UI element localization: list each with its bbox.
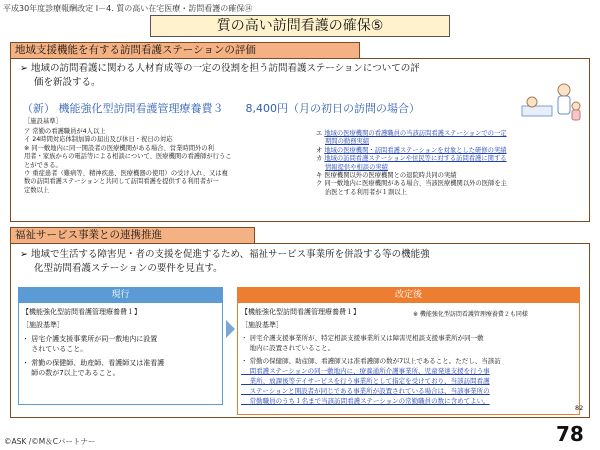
criteria-right-item bbox=[316, 138, 507, 146]
item-label: ク bbox=[316, 180, 325, 188]
criteria-right-item bbox=[316, 189, 507, 197]
current-criteria-line: ・ 居宅介護支援事業所が同一敷地内に設置 bbox=[22, 335, 158, 343]
revised-criteria-line: 地内に設置されていること。 bbox=[241, 344, 335, 352]
new-fee-item: （新） 機能強化型訪問看護管理療養費３ 8,400円（月の初日の訪問の場合） bbox=[22, 102, 420, 115]
revised-criteria-heading: ［施設基準］ bbox=[241, 321, 283, 329]
section2-heading: 福祉サービス事業との連携推進 bbox=[10, 227, 255, 244]
section1-heading: 地域支援機能を有する訪問看護ステーションの評価 bbox=[10, 42, 360, 59]
item-label: キ bbox=[316, 172, 325, 180]
criteria-left-item: ウ 重症患者（難病等、精神疾患、医療機器の使用）の受け入れ、又は複 bbox=[24, 170, 228, 178]
section2-bullet-line2: 化型訪問看護ステーションの要件を見直す。 bbox=[34, 263, 223, 274]
criteria-right-item bbox=[316, 164, 507, 172]
criteria-right-item bbox=[316, 155, 507, 163]
item-text: 地域の医療機関の看護職員の当該訪問看護ステーションでの一定 bbox=[324, 130, 507, 137]
criteria-left-item: ア 常勤の看護職員が4人以上 bbox=[24, 128, 106, 135]
section1-bullet-line2: 価を新設する。 bbox=[34, 77, 101, 88]
current-panel-title: 【機能強化型訪問看護管理療養費１】 bbox=[22, 308, 141, 316]
item-text: 地域の訪問看護ステーションや住民等に対する訪問看護に関する bbox=[324, 155, 507, 163]
copyright: ©ASK /©M＆Cパートナー bbox=[4, 437, 96, 446]
item-label: カ bbox=[316, 155, 325, 163]
item-text: 情報提供や相談の実績 bbox=[325, 163, 388, 171]
item-label: エ bbox=[316, 130, 325, 137]
criteria-right-item bbox=[316, 180, 507, 188]
item-label: オ bbox=[316, 146, 325, 154]
criteria-right-list bbox=[316, 130, 507, 197]
current-criteria-line: されていること。 bbox=[22, 345, 88, 353]
criteria-left-item: 定数以上 bbox=[24, 186, 50, 194]
item-text: 地域の医療機関・訪問看護ステーションを対象とした研修の実績 bbox=[324, 146, 507, 154]
revised-criteria-list bbox=[241, 333, 501, 406]
criteria-left-item: ※ 同一敷地内に同一開設者の医療機関がある場合、営業時間外の利 bbox=[24, 144, 214, 152]
item-text: 同一敷地内に医療機関がある場合、当該医療機関以外の医師を主 bbox=[324, 180, 507, 188]
arrow-right-icon bbox=[226, 320, 235, 338]
revised-criteria-line: 問看護ステーションの同一敷地内に、療養通所介護事業所、児童発達支援を行う事 bbox=[241, 367, 490, 375]
criteria-left-list bbox=[24, 128, 232, 195]
page-number: 78 bbox=[556, 422, 584, 446]
revised-criteria-line: ・ 居宅介護支援事業所が、特定相談支援事業所又は障害児相談支援事業所が同一敷 bbox=[241, 334, 484, 342]
breadcrumb: 平成30年度診療報酬改定 Ⅰ－4. 質の高い在宅医療・訪問看護の確保⑭ bbox=[3, 4, 253, 13]
item-text: 医療機関以外の医療機関との退院時共同の実績 bbox=[324, 172, 457, 180]
criteria-left-item: 数の訪問看護ステーションと共同して訪問看護を提供する利用者が一 bbox=[24, 178, 219, 186]
criteria-left-item: とができる。 bbox=[24, 161, 62, 169]
revised-criteria-line: 常勤職員のうち１名まで当該訪問看護ステーションの常勤職員の数に含めてよい。 bbox=[241, 397, 490, 405]
revised-panel-title: 【機能強化型訪問看護管理療養費１】 bbox=[241, 308, 360, 316]
criteria-right-item bbox=[316, 147, 507, 155]
current-criteria-heading: ［施設基準］ bbox=[22, 321, 64, 329]
nurse-illustration-icon bbox=[520, 76, 584, 124]
current-criteria-line: 師の数が7以上であること。 bbox=[22, 369, 120, 377]
section2-bullet-line1: ➢ 地域で生活する障害児・者の支援を促進するため、福祉サービス事業所を併設する等の機能強 bbox=[20, 249, 430, 260]
current-criteria-line: ・ 常勤の保健師、助産師、看護師又は准看護 bbox=[22, 359, 165, 367]
criteria-heading: ［施設基準］ bbox=[24, 118, 62, 125]
revised-panel-note: ※ 機能強化型訪問看護管理療養費２も同様 bbox=[413, 311, 528, 318]
criteria-left-item: イ 24時間対応体制加算の届出及び休日・祝日の対応 bbox=[24, 136, 173, 144]
revised-criteria-line: ステーションと開設者が同じである事業所が設置されている場合は、当該事業所の bbox=[241, 387, 490, 395]
revised-criteria-line: 業所、放課後等デイサービスを行う事業所として指定を受けており、当該訪問看護 bbox=[241, 377, 490, 385]
current-panel-heading: 現行 bbox=[18, 287, 223, 303]
criteria-left-item: 用者・家族からの電話等による相談について、医療機関の看護師が行うこ bbox=[24, 153, 232, 161]
item-text: 期間の勤務実績 bbox=[325, 138, 370, 146]
section1-bullet-line1: ➢ 地域の訪問看護に関わる人材育成等の一定の役割を担う訪問看護ステーションについての評 bbox=[20, 63, 420, 74]
revised-criteria-line: ・ 常勤の保健師、助産師、看護師又は准看護師の数が7以上であること。ただし、当該訪 bbox=[241, 357, 501, 365]
current-criteria-list bbox=[22, 334, 164, 378]
page-title: 質の高い訪問看護の確保⑤ bbox=[150, 15, 450, 37]
item-text: 治医とする利用者が１割以上 bbox=[325, 188, 407, 196]
revised-panel-heading: 改定後 bbox=[237, 287, 580, 303]
page-reference: 82 bbox=[575, 404, 584, 412]
